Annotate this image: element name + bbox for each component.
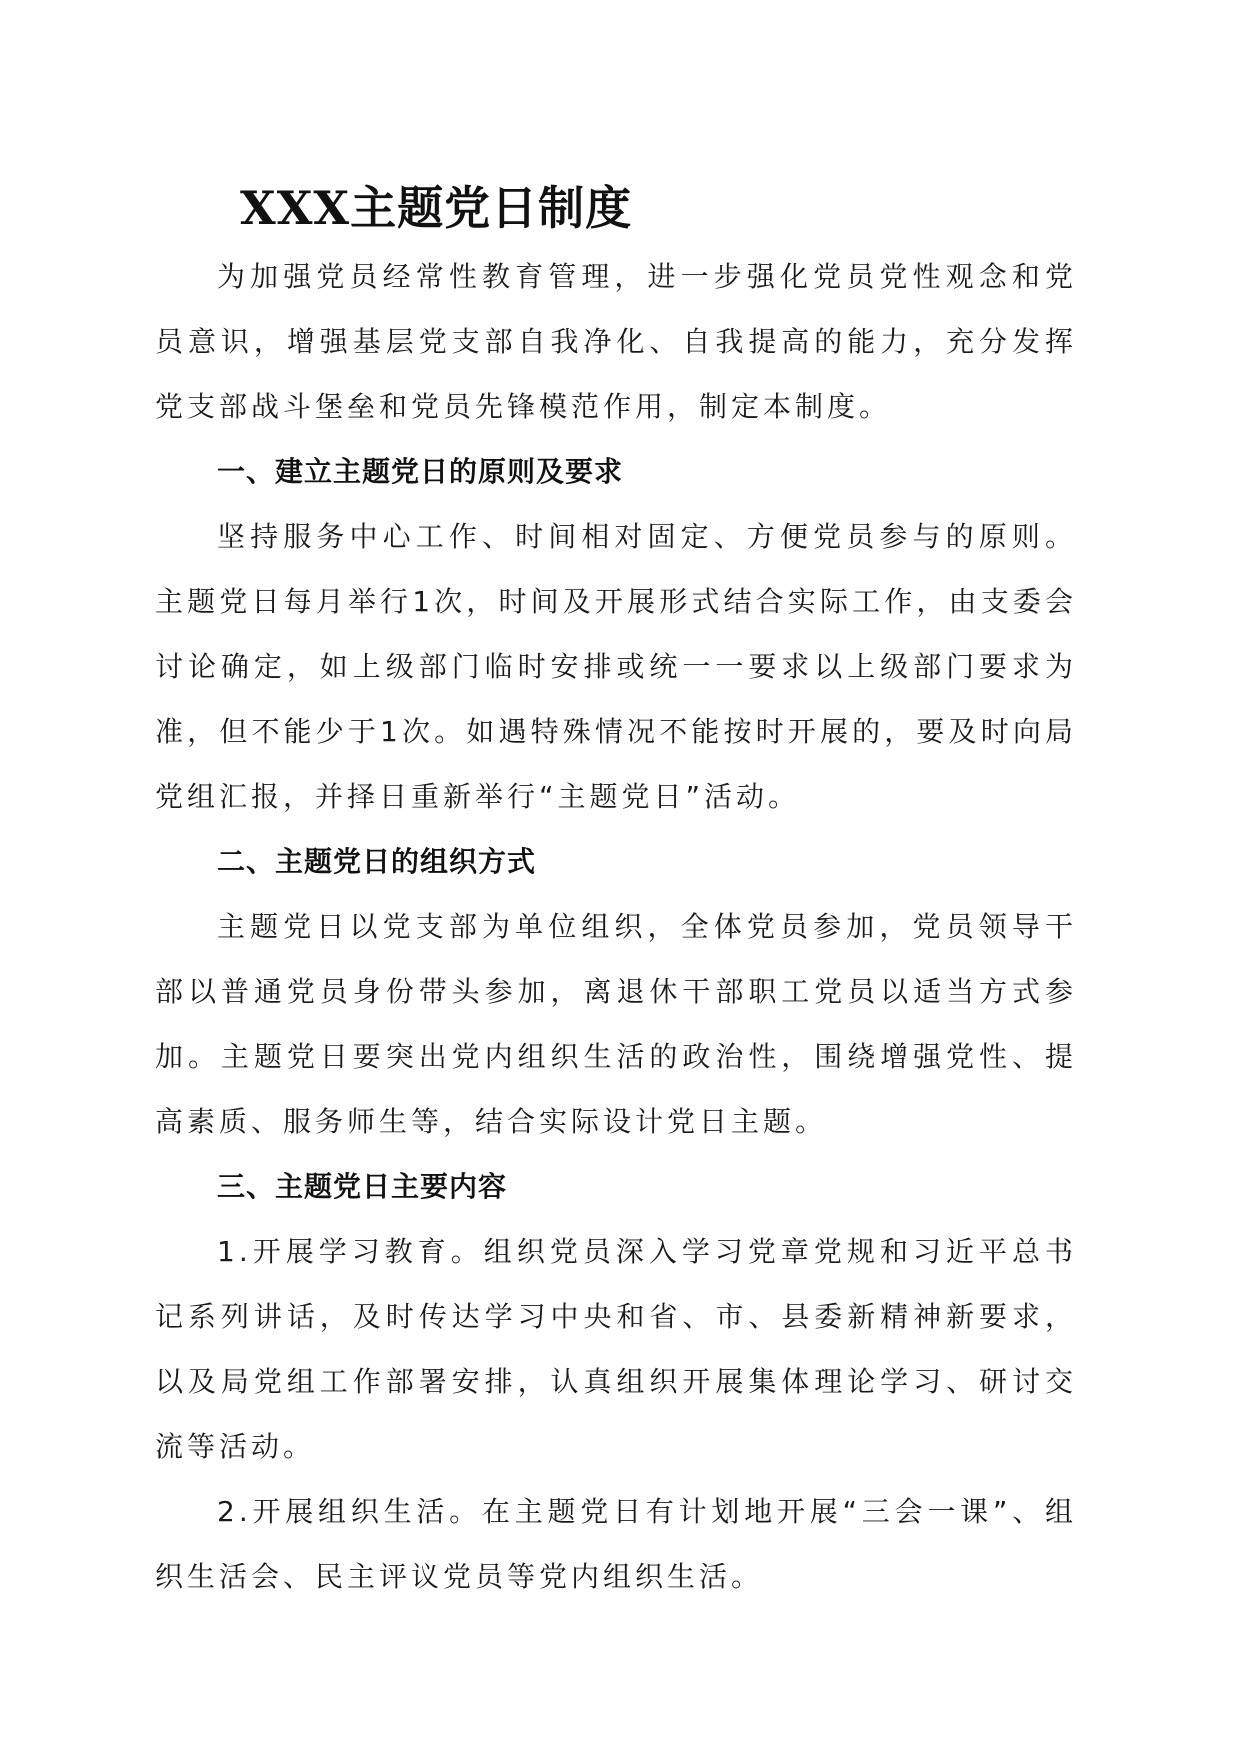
section-1-heading: 一、建立主题党日的原则及要求 [217, 455, 624, 488]
section-3-paragraph-1: 1.开展学习教育。组织党员深入学习党章党规和习近平总书记系列讲话，及时传达学习中央和省、市、县委新精神新要求，以及局党组工作部署安排，认真组织开展集体理论学习、研讨交流等活动。 [155, 1235, 1077, 1463]
document-body [155, 244, 1077, 1609]
section-3-heading: 三、主题党日主要内容 [217, 1170, 508, 1203]
section-1-paragraph-1: 坚持服务中心工作、时间相对固定、方便党员参与的原则。主题党日每月举行1次，时间及开展形式结合实际工作，由支委会讨论确定，如上级部门临时安排或统一一要求以上级部门要求为准，但不能少于1次。如遇特殊情况不能按时开展的，要及时向局党组汇报，并择日重新举行“主题党日”活动。 [155, 520, 1077, 813]
intro-paragraph: 为加强党员经常性教育管理，进一步强化党员党性观念和党员意识，增强基层党支部自我净化、自我提高的能力，充分发挥党支部战斗堡垒和党员先锋模范作用，制定本制度。 [155, 260, 1077, 423]
section-2-heading: 二、主题党日的组织方式 [217, 845, 537, 878]
document-title: XXX主题党日制度 [240, 181, 633, 235]
section-2-paragraph-1: 主题党日以党支部为单位组织，全体党员参加，党员领导干部以普通党员身份带头参加，离退休干部职工党员以适当方式参加。主题党日要突出党内组织生活的政治性，围绕增强党性、提高素质、服务师生等，结合实际设计党日主题。 [155, 910, 1077, 1138]
section-3-paragraph-2: 2.开展组织生活。在主题党日有计划地开展“三会一课”、组织生活会、民主评议党员等党内组织生活。 [155, 1495, 1077, 1593]
